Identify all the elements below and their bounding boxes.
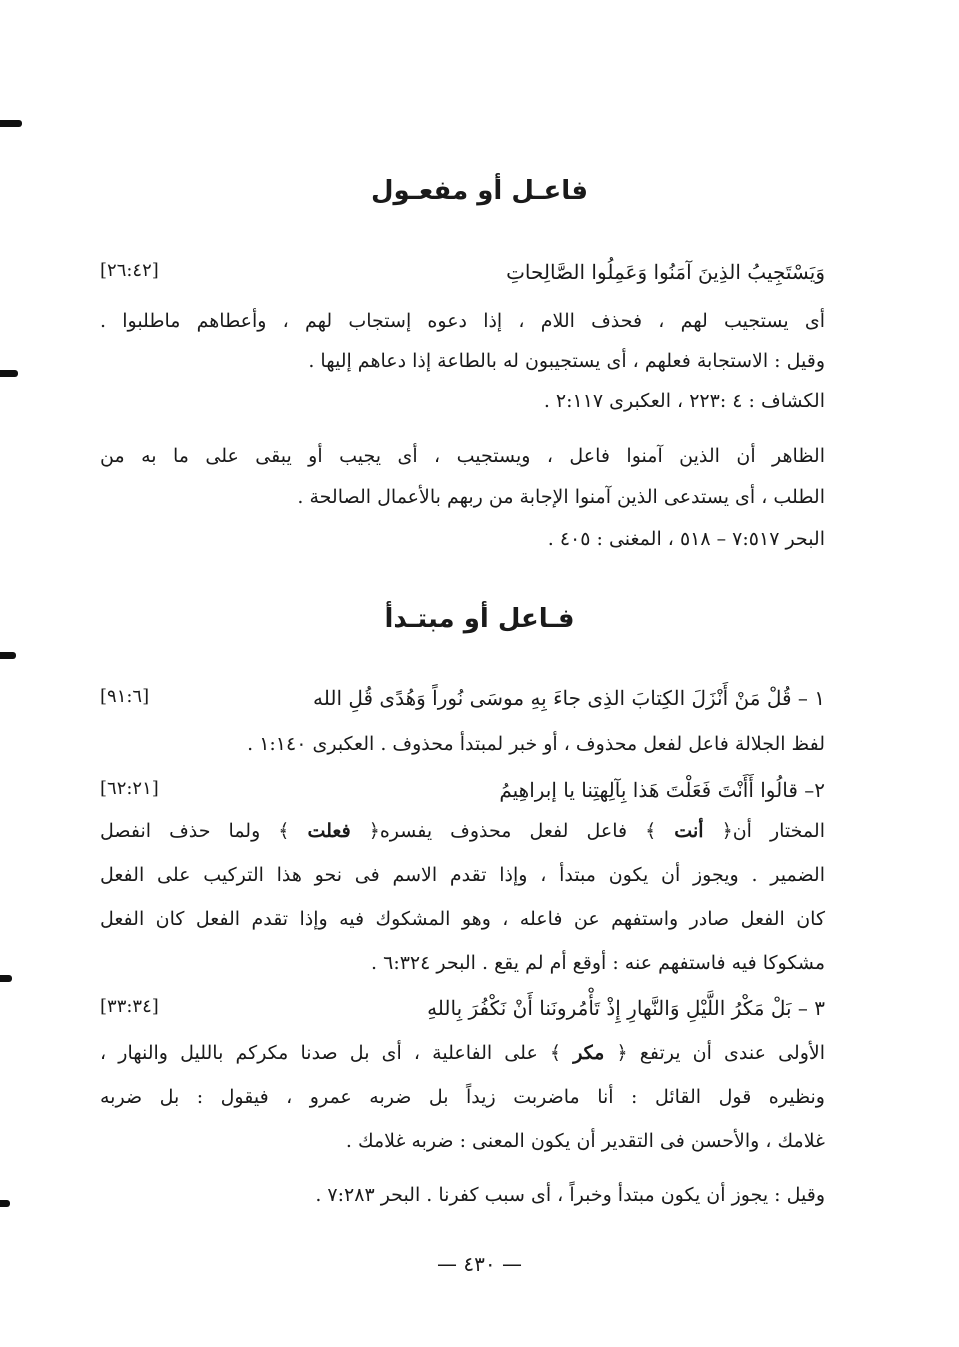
text-line (100, 1044, 825, 1063)
text-line: مشكوكا فيه فاستفهم عنه : أوقع أم لم يقع . البحر ٦:٣٢٤ . (371, 952, 825, 974)
emphasized-word: أنت (674, 820, 704, 842)
text-line: ونظيره قول القائل : أنا ماضربت زيداً بل ضربه عمرو ، فيقول : بل ضربه (100, 1086, 825, 1108)
text-fragment: الأولى عندى أن يرتفع ﴿ (604, 1042, 825, 1064)
text-line: البحر ٧:٥١٧ – ٥١٨ ، المغنى : ٤٠٥ . (547, 528, 825, 550)
margin-mark (0, 975, 12, 982)
text-line: وقيل : يجوز أن يكون مبتدأ وخبراً ، أى سبب كفرنا . البحر ٧:٢٨٣ . (315, 1184, 825, 1206)
text-fragment: ﴾ ولما حذف انفصل (100, 820, 308, 842)
verse-text: وَيَسْتَجِيبُ الذِينَ آمَنُوا وَعَمِلُوا الصَّالِحاتِ (506, 260, 825, 284)
verse-reference: [٩١:٦] (100, 686, 150, 707)
section-title-fail-or-mubtada: فـاعل أو مبتـدأ (384, 604, 575, 634)
verse-text: ٣ – بَلْ مَكْرُ اللَّيْلِ وَالنَّهارِ إِذْ تَأْمُرونَنا أَنْ نَكْفُرَ بِاللهِ (427, 996, 825, 1020)
emphasized-word: فعلت (307, 820, 351, 842)
page-number: — ٤٣٠ — (437, 1252, 522, 1276)
verse-text: ١ – قُلْ مَنْ أَنْزَلَ الكِتابَ الذِى جاءَ بِهِ موسَى نُوراً وَهُدًى قُلِ الله (313, 686, 825, 710)
verse-line (100, 262, 825, 283)
verse-line (100, 780, 825, 801)
text-line (100, 822, 825, 841)
margin-mark (0, 120, 22, 127)
text-fragment: ﴾ على الفاعلية ، أى بل صدنا مكركم بالليل والنهار ، (100, 1042, 574, 1064)
text-line: الكشاف : ٤ :٢٢٣ ، العكبرى ٢:١١٧ . (543, 390, 825, 412)
text-fragment: ﴾ فاعل لفعل محذوف يفسره﴿ (350, 820, 675, 842)
text-line: أى يستجيب لهم ، فحذف اللام ، إذا دعوه إستجاب لهم ، وأعطاهم ماطلبوا . (100, 310, 825, 332)
text-line: غلامك ، والأحسن فى التقدير أن يكون المعنى : ضربه غلامك . (345, 1130, 825, 1152)
emphasized-word: مكر (573, 1042, 605, 1064)
verse-reference: [٣٣:٣٤] (100, 996, 159, 1017)
verse-reference: [٢٦:٤٢] (100, 260, 159, 281)
verse-text: ٢– قالُوا أَأَنْتَ فَعَلْتَ هَذا بِآلِهتِنا يا إبراهِيمُ (499, 778, 825, 802)
text-line: الظاهر أن الذين آمنوا فاعل ، ويستجيب ، أى يجيب أو يبقى على ما به من (100, 445, 825, 467)
margin-mark (0, 652, 16, 659)
text-line: الضمير . ويجوز أن يكون مبتدأ ، وإذا تقدم الاسم فى نحو هذا التركيب على الفعل (100, 864, 825, 886)
text-fragment: المختار أن﴿ (703, 820, 825, 842)
text-line: لفظ الجلالة فاعل لفعل محذوف ، أو خبر لمبتدأ محذوف . العكبرى ١:١٤٠ . (247, 733, 825, 755)
verse-line (100, 688, 825, 709)
margin-mark (0, 370, 18, 377)
verse-reference: [٦٢:٢١] (100, 778, 159, 799)
margin-mark (0, 1200, 10, 1207)
text-line: الطلب ، أى يستدعى الذين آمنوا الإجابة من ربهم بالأعمال الصالحة . (297, 486, 825, 508)
verse-line (100, 998, 825, 1019)
text-line: وقيل : الاستجابة فعلهم ، أى يستجيبون له بالطاعة إذا دعاهم إليها . (308, 350, 825, 372)
section-title-fail-or-maful: فاعـل أو مفعـول (370, 176, 589, 206)
text-line: كان الفعل صادر واستفهم عن فاعله ، وهو المشكوك فيه وإذا تقدم الفعل كان الفعل (100, 908, 825, 930)
